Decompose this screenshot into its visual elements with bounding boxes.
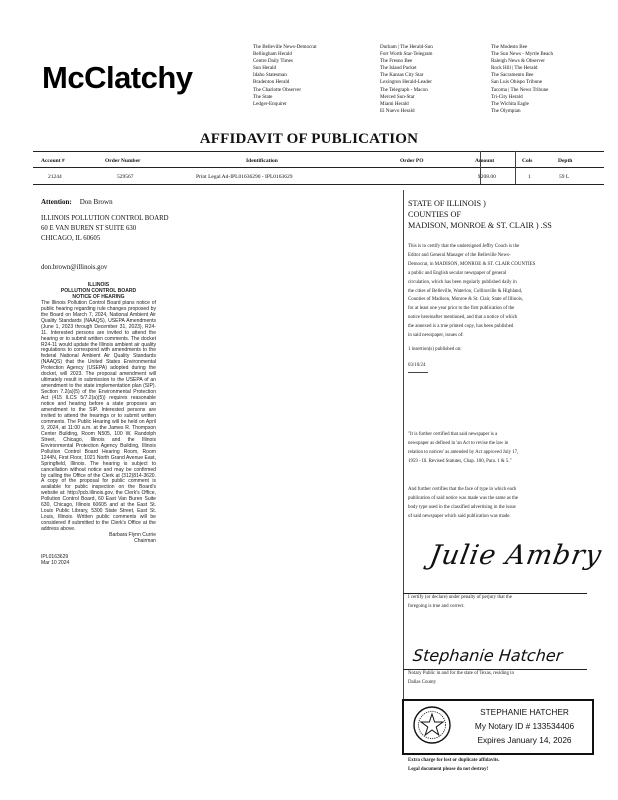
notary-line: Notary Public in and for the state of Texas, residing in <box>408 671 514 676</box>
address-line: ILLINOIS POLLUTION CONTROL BOARD <box>41 215 169 222</box>
type-line: of said newspaper which said publication was made. <box>408 513 511 519</box>
date-underline <box>408 372 428 373</box>
notary-seal-icon <box>412 705 452 745</box>
table-divider <box>480 151 481 184</box>
state-line: STATE OF ILLINOIS ) <box>408 199 486 208</box>
newspaper-name: The Charlotte Observer <box>253 86 302 93</box>
newspaper-name: Lexington Herald-Leader <box>380 79 432 86</box>
newspaper-name: Fort Worth Star-Telegram <box>380 51 433 58</box>
further-line: relation to notices' as amended by Act approved July 17, <box>408 449 519 455</box>
newspaper-name: The Belleville News-Democrat <box>253 44 317 50</box>
state-line: MADISON, MONROE & ST. CLAIR ) .SS <box>408 221 552 230</box>
address-line: CHICAGO, IL 60605 <box>41 235 101 242</box>
table-top-rule <box>33 151 604 152</box>
notice-date: Mar 10 2024 <box>41 559 70 566</box>
newspaper-name: Tri-City Herald <box>491 93 523 100</box>
newspaper-name: The Sun News - Myrtle Beach <box>491 51 554 58</box>
newspaper-column-3 <box>491 44 611 115</box>
newspaper-name: San Luis Obispo Tribune <box>491 79 543 86</box>
cell-order-number: 529567 <box>117 174 134 180</box>
perjury-line: I certify (or declare) under penalty of perjury that the <box>408 595 512 600</box>
table-header-rule <box>33 167 604 168</box>
certification-line: the cities of Belleville, Waterloo, Collinsville & Highland, <box>408 288 523 294</box>
newspaper-name: The Wichita Eagle <box>491 100 529 107</box>
stamp-notary-id: My Notary ID # 133534406 <box>474 721 575 731</box>
newspaper-name: Bradenton Herald <box>253 79 290 86</box>
certification-line: circulation, which has been regularly published daily in <box>408 279 517 285</box>
newspaper-name: Rock Hill | The Herald <box>491 65 538 72</box>
newspaper-name: The Fresno Bee <box>380 58 413 65</box>
column-divider <box>403 190 404 745</box>
newspaper-name: Bellingham Herald <box>253 51 292 58</box>
table-divider <box>515 151 516 184</box>
newspaper-name: The Sacramento Bee <box>491 72 534 79</box>
newspaper-name: The Island Packet <box>380 65 417 72</box>
certification-text <box>408 243 598 341</box>
legal-notice-clipping <box>41 283 156 567</box>
newspaper-name: Merced Sun-Star <box>380 93 415 100</box>
header-order-number: Order Number <box>105 158 141 164</box>
header-account: Account # <box>41 158 65 164</box>
cell-identification: Print Legal Ad-IPL01636290 - IPL0163629 <box>196 174 293 180</box>
certification-line: a public and English secular newspaper of general <box>408 270 507 276</box>
cell-account: 21244 <box>48 174 62 180</box>
newspaper-name: The Kansas City Star <box>380 72 424 79</box>
certification-line: Editor and General Manager of the Belleville News- <box>408 252 511 258</box>
footnote-line: Legal document please do not destroy! <box>408 766 489 772</box>
table-bottom-rule <box>33 184 604 185</box>
cell-depth: 59 L <box>559 174 570 180</box>
notice-heading: POLLUTION CONTROL BOARD <box>60 287 137 294</box>
insertion-count: 1 insertion(s) published on: <box>408 347 462 352</box>
perjury-statement <box>408 594 598 612</box>
newspaper-name: Centre Daily Times <box>253 58 293 65</box>
notice-body: The Illinois Pollution Control Board plans notice of public hearing regarding rule changes proposed by the Board on March 7, 2024, National Ambient Air Quality Standards (NAAQS), USEPA Amendments (June 1, 2023 through December 31, 2023), R24-11. Interested persons are invited to attend the hearing or to submit written comments. The docket R24-11 would update the Illinois ambient air quality regulations to correspond with amendments to the federal National Ambient Air Quality Standards (NAAQS) that the United States Environmental Protection Agency (USEPA) adopted during the docket, will 2023. The proposal amendment will ultimately result in submission to the USEPA of an amendment to the state implementation plan (SIP). Section 7.2(a)(5) of the Environmental Protection Act (415 ILCS 5/7.2(a)(5)) requires reasonable notice and hearing before a state proposes an amendment to the SIP. Interested persons are invited to attend the hearings or to submit written comments. The Public Hearing will be held on April 9, 2024, at 11:00 a.m. at the James R. Thompson Center Building, Room N505, 100 W. Randolph Street, Chicago, Illinois and the Illinois Environmental Protection Agency Building, Illinois Pollution Control Board Hearing Room, Room 1244N, First Floor, 1021 North Grand Avenue East, Springfield, Illinois. The hearing is subject to cancellation without notice and may be confirmed by calling the Office of the Clerk at (312)814-3620. A copy of the proposal for public comment is available for public inspection on the Board's website at: http://pcb.illinois.gov, the Clerk's Office, Pollution Control Board, 60 East Van Buren Suite 630, Chicago, Illinois 60605 and at the East St. Louis Public Library, 5300 State Street, East St. Louis, Illinois. Written public comments will be considered if submitted to the Clerk's Office at the address above. <box>41 299 156 533</box>
state-block <box>408 198 598 231</box>
further-line: 1959 - Ill. Revised Statutes, Chap. 100, Para. 1 & 5." <box>408 458 512 464</box>
mailing-address <box>41 214 169 244</box>
header-cols: Cols <box>522 158 533 164</box>
stamp-text <box>461 705 588 747</box>
attention-name: Don Brown <box>79 198 113 206</box>
further-line: "It is further certified that said newspaper is a <box>408 432 498 437</box>
notice-heading: NOTICE OF HEARING <box>72 293 125 300</box>
type-line: And further certifies that the face of type in which each <box>408 487 517 492</box>
stamp-expiration: Expires January 14, 2026 <box>477 735 572 745</box>
newspaper-name: El Nuevo Herald <box>380 107 415 114</box>
header-depth: Depth <box>558 158 573 164</box>
newspaper-name: The Olympian <box>491 107 521 114</box>
notary-line: Dallas County <box>408 679 437 685</box>
footnote-line: Extra charge for lost or duplicate affidavits. <box>408 758 500 763</box>
header-order-po: Order PO <box>400 158 424 164</box>
newspaper-name: Durham | The Herald-Sun <box>380 44 433 50</box>
newspaper-name: Raleigh News & Observer <box>491 58 545 65</box>
further-certification <box>408 431 598 467</box>
newspaper-name: Idaho Statesman <box>253 72 287 79</box>
newspaper-name: The Modesto Bee <box>491 44 528 50</box>
publication-date: 03/10/24 <box>408 363 426 368</box>
newspaper-name: The Telegraph - Macon <box>380 86 428 93</box>
notary-stamp <box>402 699 594 755</box>
state-line: COUNTIES OF <box>408 210 461 219</box>
certification-line: Democrat, in MADISON, MONROE & ST. CLAIR COUNTIES <box>408 261 536 267</box>
newspaper-column-1 <box>253 44 373 108</box>
newspaper-name: Ledger-Enquirer <box>253 100 287 107</box>
attention-line <box>41 198 113 206</box>
type-certification <box>408 486 598 522</box>
stamp-name: STEPHANIE HATCHER <box>480 707 569 717</box>
further-line: newspaper as defined in 'an Act to revise the law in <box>408 440 509 446</box>
footnote <box>408 757 500 774</box>
notice-heading: ILLINOIS <box>87 282 110 288</box>
notice-signer: Barbara Flynn Currie <box>109 532 156 539</box>
newspaper-name: Miami Herald <box>380 100 409 107</box>
cell-amount: $208.00 <box>478 174 496 180</box>
certification-line: for at least one year prior to the first publication of the <box>408 306 515 312</box>
mcclatchy-logo: McClatchy <box>42 60 193 95</box>
certification-line: the annexed is a true printed copy, has been published <box>408 324 514 330</box>
header-amount: Amount <box>475 158 495 164</box>
address-line: 60 E VAN BUREN ST SUITE 630 <box>41 225 137 232</box>
notary-signature: Stephanie Hatcher <box>412 646 564 665</box>
notice-reference: IPL0163629 <box>41 553 69 560</box>
editor-signature: Julie Ambry <box>427 540 605 571</box>
certification-line: in said newspaper, issues of: <box>408 333 464 339</box>
type-line: publication of said notice was made was the same as the <box>408 495 519 501</box>
perjury-line: foregoing is true and correct. <box>408 603 465 609</box>
newspaper-name: The State <box>253 93 273 100</box>
header-identification: Identification <box>246 158 278 164</box>
email-address: don.brown@illinois.gov <box>41 264 108 271</box>
certification-line: Counties of Madison, Monroe & St. Clair, State of Illinois, <box>408 297 524 303</box>
newspaper-column-2 <box>380 44 500 115</box>
newspaper-name: Sun Herald <box>253 65 277 72</box>
notice-signer-title: Chairman <box>134 537 156 544</box>
notary-statement <box>408 670 598 688</box>
cell-cols: 1 <box>528 174 531 180</box>
newspaper-name: Tacoma | The News Tribune <box>491 86 549 93</box>
certification-line: notice hereinafter mentioned, and that a notice of which <box>408 315 518 321</box>
attention-label: Attention: <box>41 198 72 206</box>
type-line: body type used in the classified advertising in the issue <box>408 504 516 510</box>
document-title: AFFIDAVIT OF PUBLICATION <box>199 131 419 147</box>
certification-line: This is to certify that the undersigned Jeffry Couch is the <box>408 244 520 249</box>
